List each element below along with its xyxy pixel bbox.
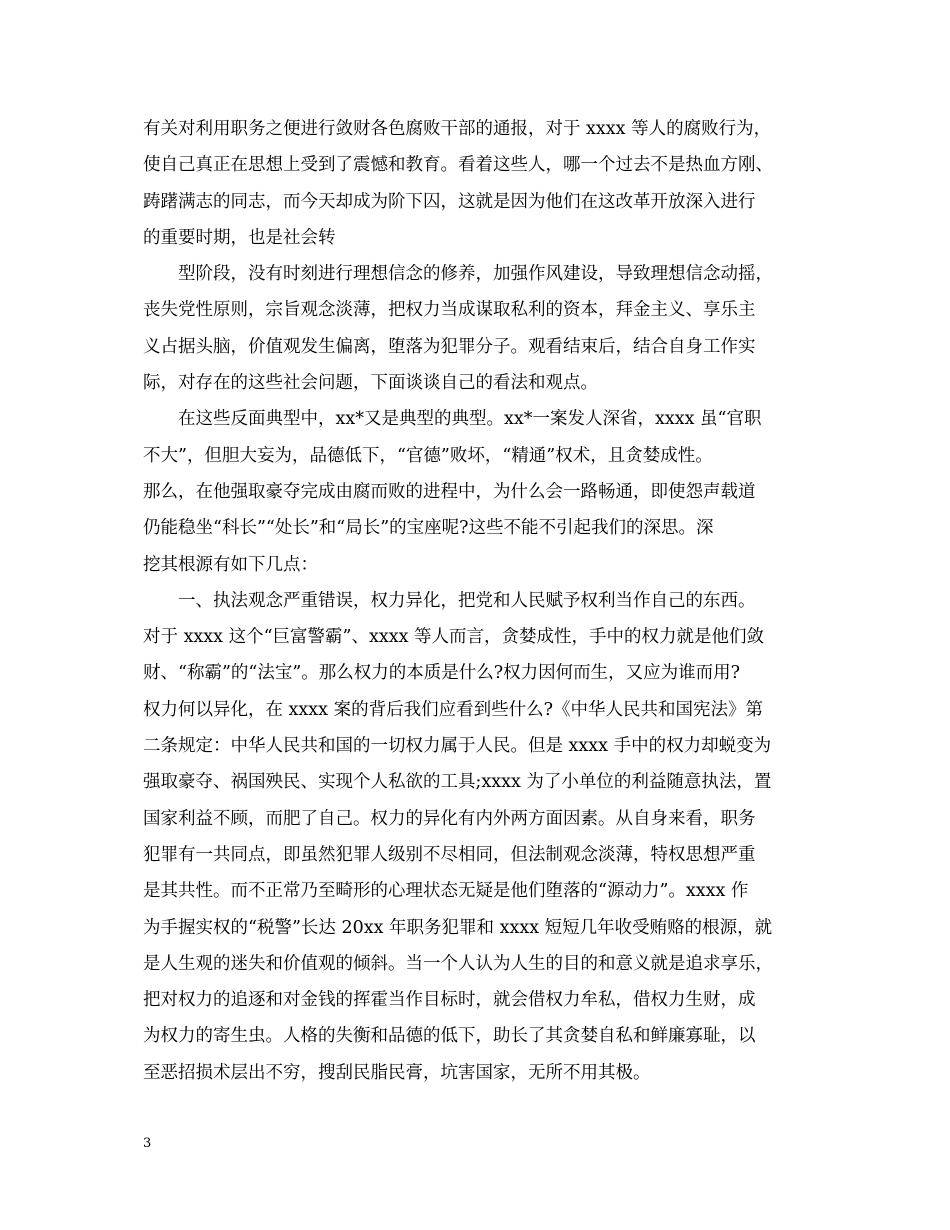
- page-number: 3: [143, 1136, 152, 1151]
- text-line: 为权力的寄生虫。人格的失衡和品德的低下，助长了其贪婪自私和鲜廉寡耻，以: [143, 1026, 756, 1047]
- text-line: 是其共性。而不正常乃至畸形的心理状态无疑是他们堕落的“源动力”。xxxx 作: [143, 881, 749, 902]
- text-line: 使自己真正在思想上受到了震憾和教育。看着这些人，哪一个过去不是热血方刚、: [143, 155, 773, 176]
- text-line: 丧失党性原则，宗旨观念淡薄，把权力当成谋取私利的资本，拜金主义、享乐主: [143, 300, 756, 321]
- text-line: 是人生观的迷失和价值观的倾斜。当一个人认为人生的目的和意义就是追求享乐，: [143, 953, 773, 974]
- text-line: 型阶段，没有时刻进行理想信念的修养，加强作风建设，导致理想信念动摇，: [143, 264, 773, 285]
- text-line: 国家利益不顾，而肥了自己。权力的异化有内外两方面因素。从自身来看，职务: [143, 808, 756, 829]
- body-text: [143, 111, 813, 1091]
- text-line: 踌躇满志的同志，而今天却成为阶下囚，这就是因为他们在这改革开放深入进行: [143, 191, 756, 212]
- text-line: 挖其根源有如下几点：: [143, 554, 318, 575]
- text-line: 对于 xxxx 这个“巨富警霸”、xxxx 等人而言，贪婪成性，手中的权力就是他们敛: [143, 627, 765, 648]
- text-line: 权力何以异化，在 xxxx 案的背后我们应看到些什么?《中华人民共和国宪法》第: [143, 699, 763, 720]
- text-line: 一、执法观念严重错误，权力异化，把党和人民赋予权利当作自己的东西。: [143, 590, 756, 611]
- text-line: 的重要时期，也是社会转: [143, 227, 336, 248]
- text-line: 那么，在他强取豪夺完成由腐而败的进程中，为什么会一路畅通，即使怨声载道: [143, 481, 756, 502]
- text-line: 仍能稳坐“科长”“处长”和“局长”的宝座呢?这些不能不引起我们的深思。深: [143, 518, 714, 539]
- text-line: 犯罪有一共同点，即虽然犯罪人级别不尽相同，但法制观念淡薄，特权思想严重: [143, 844, 756, 865]
- text-line: 际，对存在的这些社会问题，下面谈谈自己的看法和观点。: [143, 373, 598, 394]
- text-line: 把对权力的追逐和对金钱的挥霍当作目标时，就会借权力牟私，借权力生财，成: [143, 990, 756, 1011]
- text-line: 在这些反面典型中，xx*又是典型的典型。xx*一案发人深省，xxxx 虽“官职: [143, 409, 762, 430]
- text-line: 财、“称霸”的“法宝”。那么权力的本质是什么?权力因何而生，又应为谁而用?: [143, 663, 741, 684]
- text-line: 二条规定：中华人民共和国的一切权力属于人民。但是 xxxx 手中的权力却蜕变为: [143, 736, 772, 757]
- text-line: 强取豪夺、祸国殃民、实现个人私欲的工具;xxxx 为了小单位的利益随意执法，置: [143, 772, 772, 793]
- text-line: 义占据头脑，价值观发生偏离，堕落为犯罪分子。观看结束后，结合自身工作实: [143, 336, 756, 357]
- text-line: 至恶招损术层出不穷，搜刮民脂民膏，坑害国家，无所不用其极。: [143, 1062, 651, 1083]
- text-line: 为手握实权的“税警”长达 20xx 年职务犯罪和 xxxx 短短几年收受贿赂的根源，就: [143, 917, 773, 938]
- text-line: 不大”，但胆大妄为，品德低下，“官德”败坏，“精通”权术，且贪婪成性。: [143, 445, 713, 466]
- text-line: 有关对利用职务之便进行敛财各色腐败干部的通报，对于 xxxx 等人的腐败行为，: [143, 119, 772, 139]
